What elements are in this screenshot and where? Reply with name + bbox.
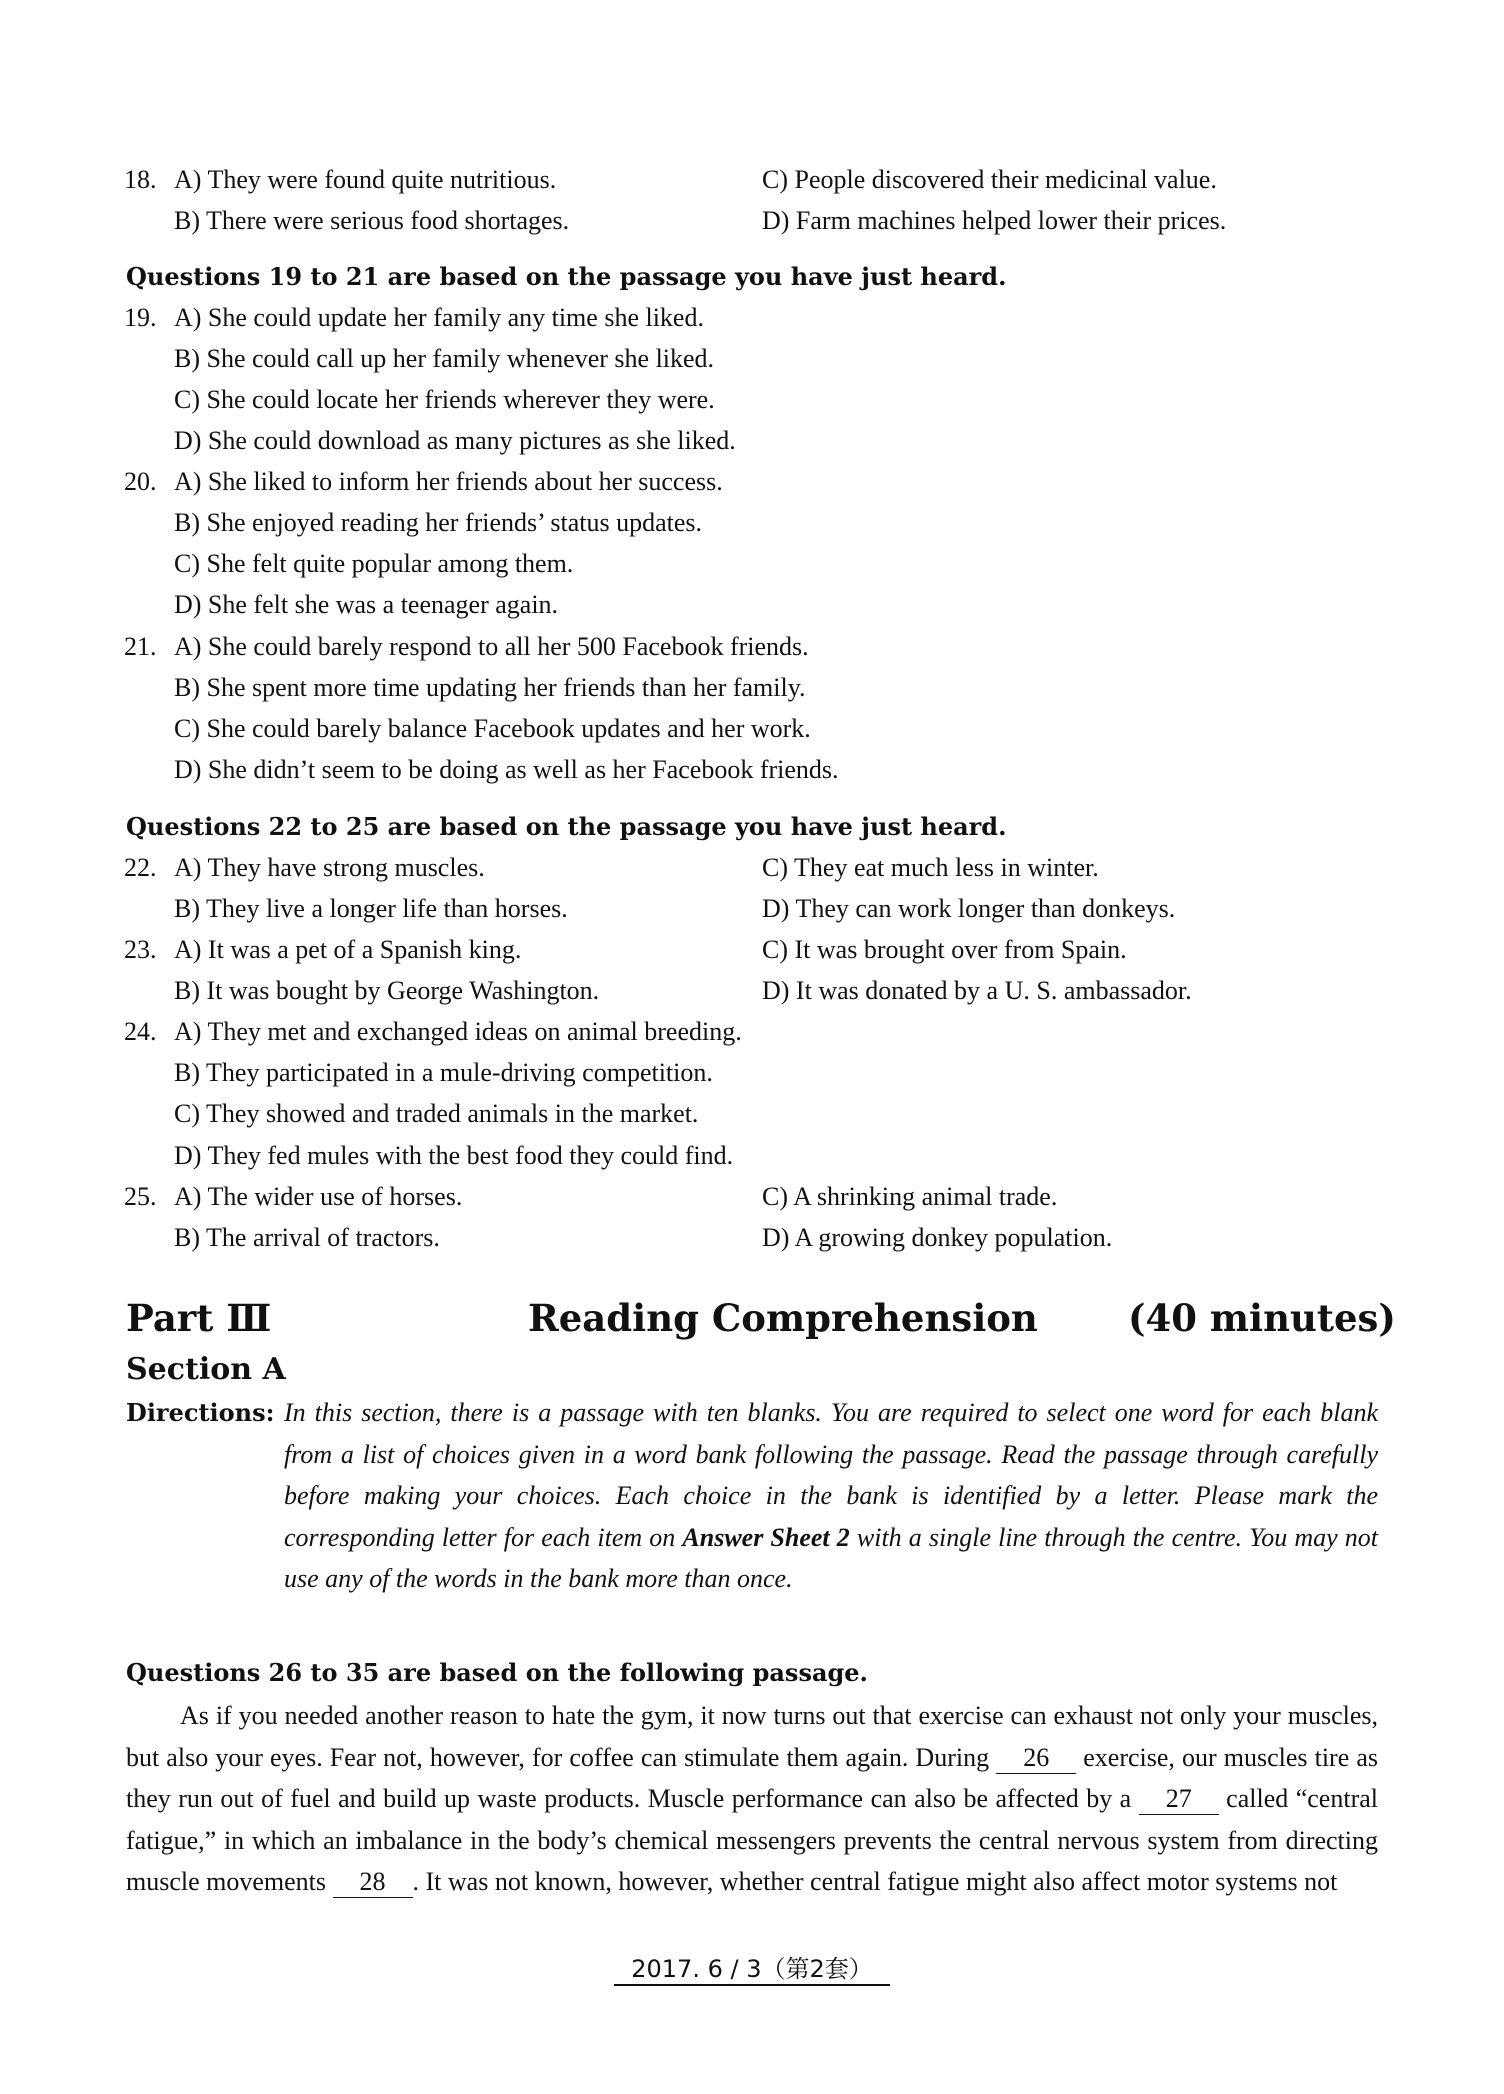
option-b: B) She could call up her family whenever she liked.: [174, 344, 715, 373]
section-heading: Questions 19 to 21 are based on the passage you have just heard.: [126, 262, 1007, 291]
directions-label: Directions:: [126, 1398, 275, 1427]
option-d: D) She didn’t seem to be doing as well as her Facebook friends.: [174, 755, 839, 784]
directions-text: [284, 1392, 1378, 1600]
option-c: C) She could locate her friends wherever they were.: [174, 385, 715, 414]
option-a: A) It was a pet of a Spanish king.: [174, 935, 522, 964]
option-a: A) They were found quite nutritious.: [174, 165, 557, 194]
option-a: A) She could barely respond to all her 500 Facebook friends.: [174, 632, 809, 661]
option-d: D) They fed mules with the best food they could find.: [174, 1141, 734, 1170]
option-c: C) A shrinking animal trade.: [762, 1182, 1058, 1211]
option-d: D) She felt she was a teenager again.: [174, 590, 559, 619]
part-label: Part Ⅲ: [126, 1296, 272, 1340]
option-a: A) She liked to inform her friends about her success.: [174, 467, 723, 496]
option-b: B) It was bought by George Washington.: [174, 976, 600, 1005]
passage-text: called “central fatigue,” in which an imbalance in the body’s chemical messengers prevents the central nervous system from directing muscle movements: [126, 1784, 1378, 1896]
option-c: C) They eat much less in winter.: [762, 853, 1099, 882]
option-b: B) She enjoyed reading her friends’ status updates.: [174, 508, 703, 537]
directions-text-part: with a single line through the centre. You may not use any of the words in the bank more than once.: [284, 1522, 1378, 1593]
part-title: Reading Comprehension: [528, 1296, 1038, 1340]
option-b: B) She spent more time updating her friends than her family.: [174, 673, 806, 702]
option-a: A) They have strong muscles.: [174, 853, 485, 882]
option-d: D) She could download as many pictures as she liked.: [174, 426, 736, 455]
directions-text-part: In this section, there is a passage with ten blanks. You are required to select one word for each blank from a list of choices given in a word bank following the passage. Read the passage through carefully before making your choices. Each choice in the bank is identified by a letter. Please mark the corresponding letter for each item on: [284, 1398, 1378, 1552]
blank-28: 28: [333, 1867, 413, 1898]
option-a: A) The wider use of horses.: [174, 1182, 463, 1211]
option-b: B) They live a longer life than horses.: [174, 894, 568, 923]
section-heading: Questions 22 to 25 are based on the passage you have just heard.: [126, 812, 1007, 841]
question-number: 20.: [124, 467, 157, 496]
option-c: C) It was brought over from Spain.: [762, 935, 1127, 964]
option-b: B) The arrival of tractors.: [174, 1223, 440, 1252]
option-c: C) She felt quite popular among them.: [174, 549, 574, 578]
option-a: A) She could update her family any time she liked.: [174, 303, 704, 332]
passage-text: . It was not known, however, whether central fatigue might also affect motor systems not: [412, 1867, 1338, 1896]
option-d: D) They can work longer than donkeys.: [762, 894, 1176, 923]
section-heading: Questions 26 to 35 are based on the following passage.: [126, 1658, 868, 1687]
passage-text: exercise, our muscles tire as they run out of fuel and build up waste products. Muscle performance can also be affected by a: [126, 1742, 1378, 1813]
question-number: 21.: [124, 632, 157, 661]
option-b: B) There were serious food shortages.: [174, 206, 570, 235]
page-footer: 2017. 6 / 3（第2套）: [614, 1954, 890, 1986]
passage-paragraph: [126, 1695, 1378, 1903]
question-number: 23.: [124, 935, 157, 964]
option-c: C) She could barely balance Facebook updates and her work.: [174, 714, 811, 743]
option-c: C) People discovered their medicinal value.: [762, 165, 1217, 194]
section-title: Section A: [126, 1352, 286, 1387]
option-d: D) A growing donkey population.: [762, 1223, 1113, 1252]
answer-sheet-emphasis: Answer Sheet 2: [682, 1522, 850, 1552]
part-time: (40 minutes): [1128, 1296, 1396, 1340]
question-number: 25.: [124, 1182, 157, 1211]
option-a: A) They met and exchanged ideas on animal breeding.: [174, 1017, 742, 1046]
reading-passage: [126, 1695, 1378, 1903]
question-number: 24.: [124, 1017, 157, 1046]
question-number: 18.: [124, 165, 157, 194]
option-b: B) They participated in a mule-driving competition.: [174, 1058, 713, 1087]
blank-27: 27: [1139, 1784, 1219, 1815]
option-d: D) Farm machines helped lower their prices.: [762, 206, 1227, 235]
question-number: 19.: [124, 303, 157, 332]
blank-26: 26: [996, 1743, 1076, 1774]
question-number: 22.: [124, 853, 157, 882]
option-c: C) They showed and traded animals in the market.: [174, 1099, 699, 1128]
passage-text: As if you needed another reason to hate the gym, it now turns out that exercise can exhaust not only your muscles, but also your eyes. Fear not, however, for coffee can stimulate them again. During: [126, 1701, 1378, 1772]
option-d: D) It was donated by a U. S. ambassador.: [762, 976, 1192, 1005]
